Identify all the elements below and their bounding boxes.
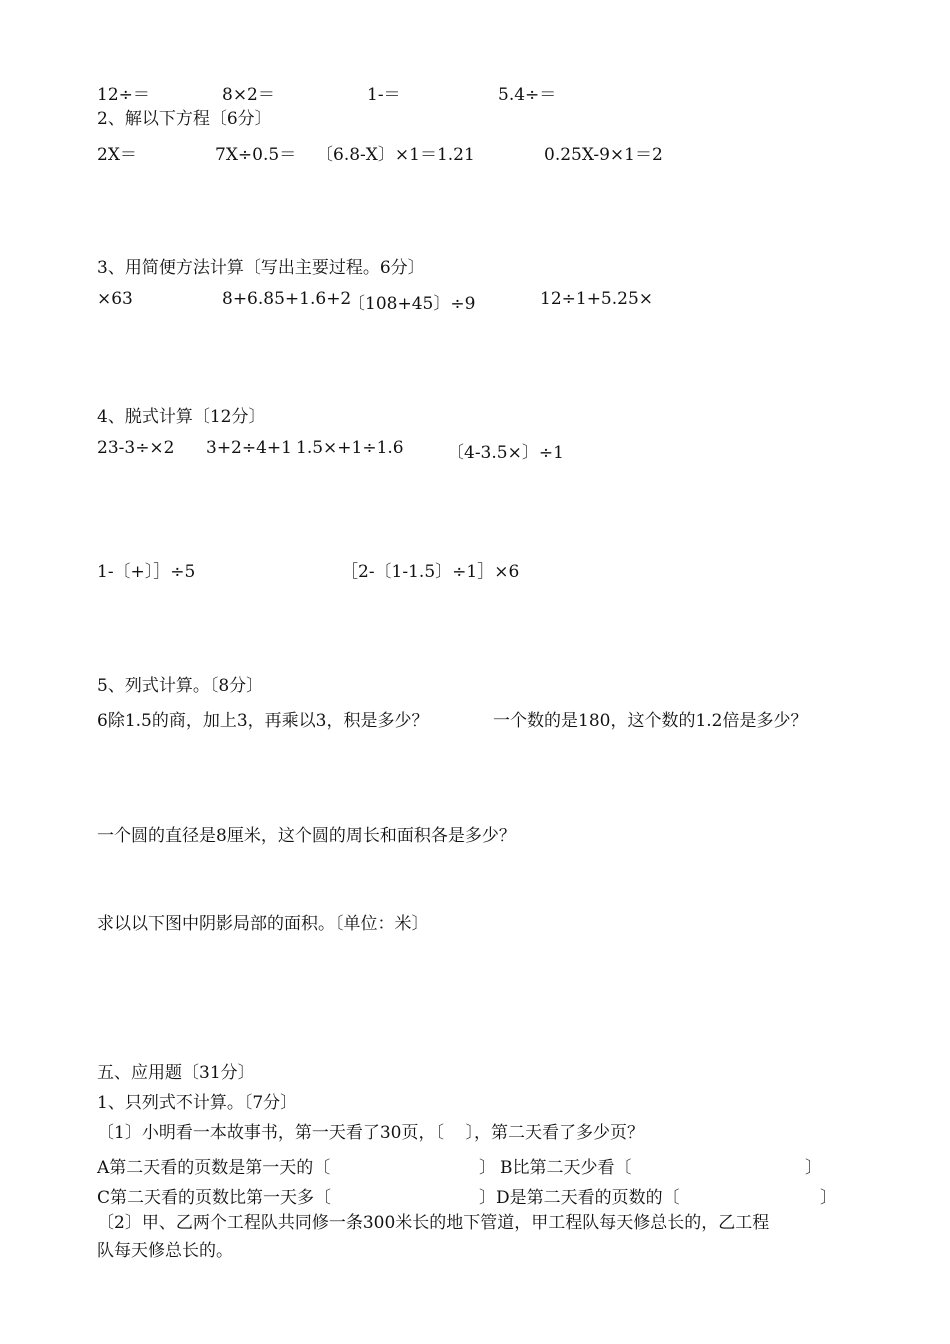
quick-calc-1: 12÷＝ (97, 85, 150, 105)
application-question-2-line-2: 队每天修总长的。 (97, 1241, 233, 1261)
step-calc-3: 1.5×+1÷1.6 (296, 438, 404, 458)
option-c-close: 〕 (479, 1188, 496, 1208)
application-question-1: 〔1〕小明看一本故事书，第一天看了30页，〔 〕，第二天看了多少页？ (97, 1123, 645, 1143)
option-a-close: 〕 (479, 1158, 496, 1178)
option-b: B比第二天少看〔 (500, 1158, 632, 1178)
simplify-3: 〔108+45〕÷9 (348, 294, 476, 314)
step-calc-1: 23-3÷×2 (97, 438, 175, 458)
equation-4: 0.25X-9×1＝2 (544, 145, 663, 165)
simplify-1: ×63 (97, 289, 133, 309)
section-3-heading: 3、用简便方法计算〔写出主要过程。6分〕 (97, 258, 425, 278)
option-d: D是第二天看的页数的〔 (496, 1188, 680, 1208)
application-question-2-line-1: 〔2〕甲、乙两个工程队共同修一条300米长的地下管道，甲工程队每天修总长的，乙工程 (97, 1213, 770, 1233)
equation-3: 〔6.8-X〕×1＝1.21 (316, 145, 475, 165)
quick-calc-3: 1-＝ (367, 85, 401, 105)
simplify-4: 12÷1+5.25× (540, 289, 654, 309)
option-b-close: 〕 (805, 1158, 822, 1178)
quick-calc-2: 8×2＝ (222, 85, 275, 105)
option-c: C第二天看的页数比第一天多〔 (97, 1188, 332, 1208)
word-calc-1: 6除1.5的商，加上3，再乘以3，积是多少？ (97, 711, 429, 731)
option-d-close: 〕 (820, 1188, 837, 1208)
equation-1: 2X＝ (97, 145, 137, 165)
part-5-heading: 五、应用题〔31分〕 (97, 1063, 255, 1083)
section-4-heading: 4、脱式计算〔12分〕 (97, 407, 266, 427)
step-calc-4: 〔4-3.5×〕÷1 (447, 443, 564, 463)
shaded-area-question: 求以以下图中阴影局部的面积。〔单位：米〕 (97, 914, 429, 934)
circle-question: 一个圆的直径是8厘米，这个圆的周长和面积各是多少？ (97, 826, 516, 846)
part-5-sub-1: 1、只列式不计算。〔7分〕 (97, 1093, 298, 1113)
step-calc-6: ［2-〔1-1.5〕÷1］×6 (341, 562, 520, 582)
simplify-2: 8+6.85+1.6+2 (222, 289, 352, 309)
step-calc-5: 1-〔+〕］÷5 (97, 562, 196, 582)
equation-2: 7X÷0.5＝ (215, 145, 297, 165)
section-5-heading: 5、列式计算。〔8分〕 (97, 676, 264, 696)
word-calc-2: 一个数的是180，这个数的1.2倍是多少？ (493, 711, 808, 731)
option-a: A第二天看的页数是第一天的〔 (97, 1158, 331, 1178)
section-2-heading: 2、解以下方程〔6分〕 (97, 109, 272, 129)
quick-calc-4: 5.4÷＝ (498, 85, 557, 105)
step-calc-2: 3+2÷4+1 (206, 438, 292, 458)
